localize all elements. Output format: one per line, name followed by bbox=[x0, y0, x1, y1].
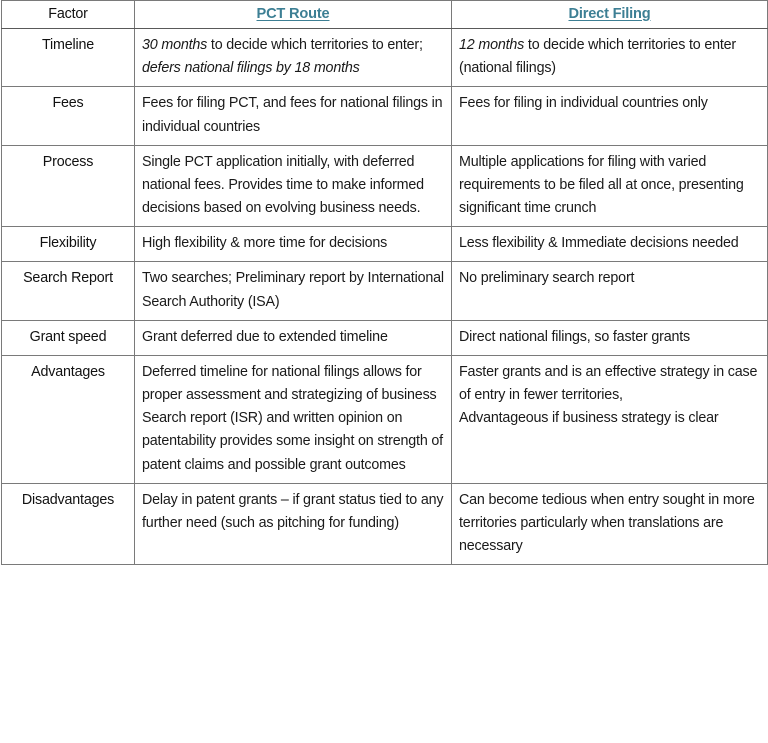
cell-paragraph bbox=[459, 407, 760, 430]
body-text: Search report (ISR) and written opinion on patentability provides some insight on strength of patent claims and possible grant outcomes bbox=[142, 410, 443, 473]
table-body bbox=[2, 29, 768, 565]
cell-pct bbox=[135, 320, 452, 355]
row-label-timeline: Timeline bbox=[2, 29, 135, 87]
page-whitespace bbox=[0, 565, 768, 617]
table-header-row bbox=[2, 1, 768, 29]
table-row bbox=[2, 87, 768, 145]
emphasis-text: 12 months bbox=[459, 37, 525, 54]
cell-pct bbox=[135, 87, 452, 145]
table-row bbox=[2, 483, 768, 564]
body-text: Two searches; Preliminary report by International Search Authority (ISA) bbox=[142, 270, 444, 310]
body-text: High flexibility & more time for decisions bbox=[142, 235, 388, 252]
body-text: Single PCT application initially, with deferred national fees. Provides time to make informed decisions based on evolving business needs. bbox=[142, 153, 424, 217]
cell-pct bbox=[135, 29, 452, 87]
cell-direct bbox=[452, 145, 768, 226]
cell-paragraph bbox=[142, 326, 444, 349]
body-text: Fees for filing in individual countries only bbox=[459, 95, 708, 112]
row-label-fees: Fees bbox=[2, 87, 135, 145]
body-text: Less flexibility & Immediate decisions needed bbox=[459, 235, 739, 252]
body-text: to decide which territories to enter (national filings) bbox=[459, 37, 737, 77]
cell-direct bbox=[452, 483, 768, 564]
cell-paragraph bbox=[459, 151, 760, 220]
cell-pct bbox=[135, 227, 452, 262]
body-text: to decide which territories to enter; bbox=[207, 37, 423, 54]
body-text: Direct national filings, so faster grants bbox=[459, 328, 691, 345]
body-text: Delay in patent grants – if grant status tied to any further need (such as pitching for funding) bbox=[142, 491, 444, 531]
pct-vs-direct-filing-comparison-table bbox=[1, 0, 768, 565]
body-text: Advantageous if business strategy is clear bbox=[459, 410, 719, 427]
table-row bbox=[2, 145, 768, 226]
body-text: Fees for filing PCT, and fees for national filings in individual countries bbox=[142, 95, 443, 135]
body-text: No preliminary search report bbox=[459, 270, 635, 287]
pct-route-link[interactable]: PCT Route bbox=[256, 6, 330, 22]
cell-paragraph bbox=[459, 326, 760, 349]
cell-paragraph bbox=[142, 92, 444, 138]
row-label-grant-speed: Grant speed bbox=[2, 320, 135, 355]
table-row bbox=[2, 355, 768, 483]
emphasis-text: defers national filings by 18 months bbox=[142, 60, 360, 77]
cell-direct bbox=[452, 355, 768, 483]
cell-paragraph bbox=[142, 34, 444, 80]
row-label-disadvantages: Disadvantages bbox=[2, 483, 135, 564]
body-text: Faster grants and is an effective strategy in case of entry in fewer territories, bbox=[459, 363, 758, 404]
cell-pct bbox=[135, 483, 452, 564]
cell-paragraph bbox=[459, 232, 760, 255]
direct-filing-link[interactable]: Direct Filing bbox=[568, 6, 651, 22]
cell-direct bbox=[452, 29, 768, 87]
cell-paragraph bbox=[459, 92, 760, 115]
body-text: Multiple applications for filing with varied requirements to be filed all at once, presenting significant time crunch bbox=[459, 153, 744, 217]
column-header-direct-filing bbox=[452, 1, 768, 29]
column-header-pct-route bbox=[135, 1, 452, 29]
cell-pct bbox=[135, 355, 452, 483]
cell-pct bbox=[135, 145, 452, 226]
cell-paragraph bbox=[142, 361, 444, 407]
cell-direct bbox=[452, 320, 768, 355]
row-label-process: Process bbox=[2, 145, 135, 226]
cell-direct bbox=[452, 87, 768, 145]
table-row bbox=[2, 262, 768, 320]
cell-paragraph bbox=[142, 407, 444, 476]
cell-paragraph bbox=[142, 232, 444, 255]
cell-paragraph bbox=[459, 34, 760, 80]
column-header-factor: Factor bbox=[2, 1, 135, 29]
row-label-advantages: Advantages bbox=[2, 355, 135, 483]
cell-paragraph bbox=[459, 361, 760, 407]
cell-paragraph bbox=[459, 489, 760, 558]
row-label-flexibility: Flexibility bbox=[2, 227, 135, 262]
cell-paragraph bbox=[142, 151, 444, 220]
body-text: Deferred timeline for national filings allows for proper assessment and strategizing of business bbox=[142, 363, 437, 404]
table-row bbox=[2, 320, 768, 355]
table-row bbox=[2, 227, 768, 262]
body-text: Grant deferred due to extended timeline bbox=[142, 328, 388, 345]
cell-pct bbox=[135, 262, 452, 320]
cell-paragraph bbox=[142, 267, 444, 313]
cell-direct bbox=[452, 227, 768, 262]
row-label-search-report: Search Report bbox=[2, 262, 135, 320]
cell-direct bbox=[452, 262, 768, 320]
cell-paragraph bbox=[459, 267, 760, 290]
cell-paragraph bbox=[142, 489, 444, 535]
table-row bbox=[2, 29, 768, 87]
emphasis-text: 30 months bbox=[142, 37, 208, 54]
body-text: Can become tedious when entry sought in more territories particularly when translations are necessary bbox=[459, 491, 755, 554]
table-header bbox=[2, 1, 768, 29]
